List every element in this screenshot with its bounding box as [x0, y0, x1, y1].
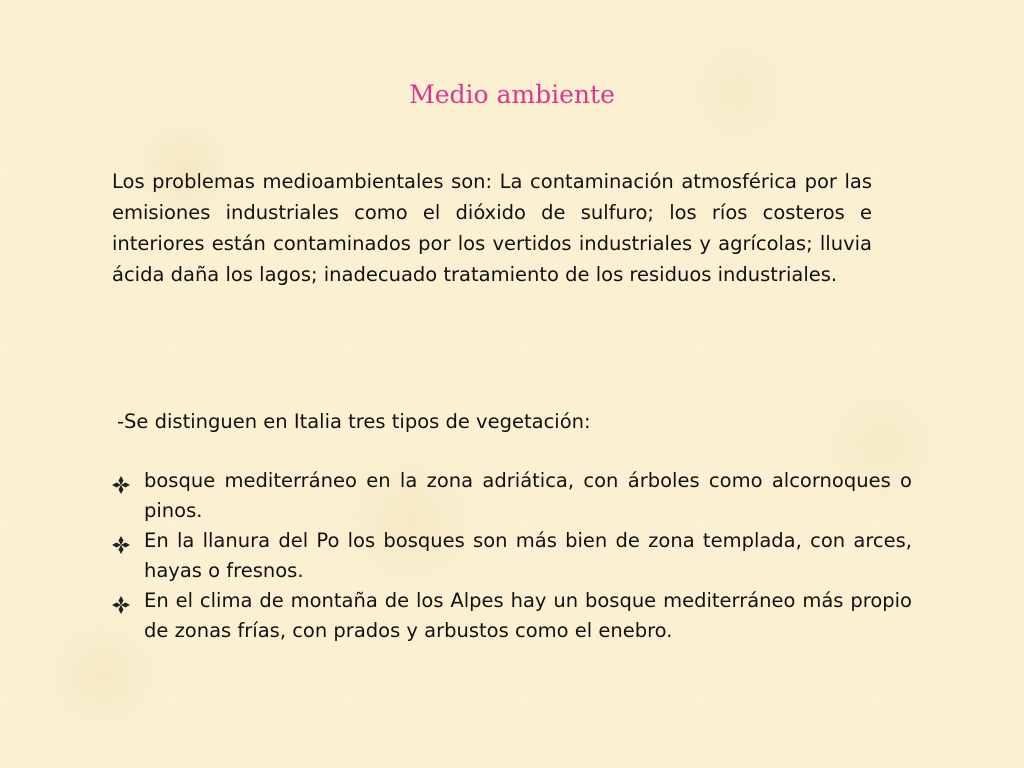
four-diamond-bullet-icon	[112, 533, 130, 551]
list-item-text: En la llanura del Po los bosques son más bien de zona templada, con arces, hayas o fresnos.	[144, 529, 912, 582]
four-diamond-bullet-icon	[112, 593, 130, 611]
list-item	[112, 526, 912, 586]
slide-title: Medio ambiente	[409, 80, 615, 109]
vegetation-list	[112, 466, 912, 646]
list-item-text: bosque mediterráneo en la zona adriática, con árboles como alcornoques o pinos.	[144, 469, 912, 522]
four-diamond-bullet-icon	[112, 473, 130, 491]
environment-problems-paragraph: Los problemas medioambientales son: La contaminación atmosférica por las emisiones industriales como el dióxido de sulfuro; los ríos costeros e interiores están contaminados por los vertidos industriales y agrícolas; lluvia ácida daña los lagos; inadecuado tratamiento de los residuos industriales.	[112, 170, 872, 286]
list-item	[112, 466, 912, 526]
list-item	[112, 586, 912, 646]
list-item-text: En el clima de montaña de los Alpes hay un bosque mediterráneo más propio de zonas frías, con prados y arbustos como el enebro.	[144, 589, 912, 642]
vegetation-intro: -Se distinguen en Italia tres tipos de vegetación:	[117, 410, 591, 433]
